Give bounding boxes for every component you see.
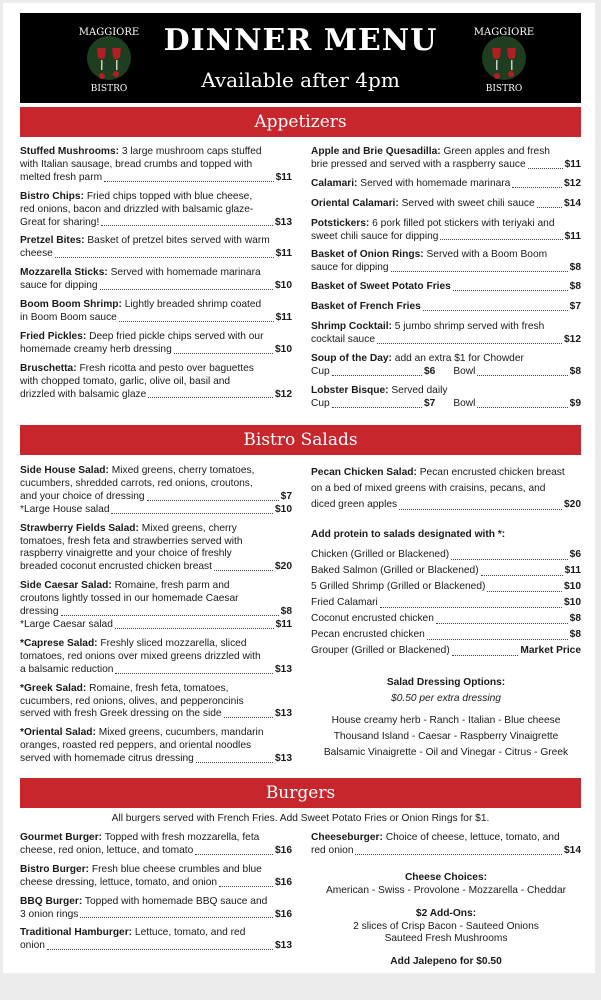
burgers-left-column	[20, 832, 292, 959]
cheese-list: American - Swiss - Provolone - Mozzarella - Cheddar	[325, 884, 567, 896]
menu-header	[20, 13, 581, 103]
dressing-line: Balsamic Vinaigrette - Oil and Vinegar - Citrus - Greek	[323, 747, 569, 758]
menu-page	[3, 3, 595, 973]
salads-left-column	[20, 465, 292, 772]
menu-item: Bruschetta: Fresh ricotta and pesto over baguettes with chopped tomato, garlic, olive oil, basil and drizzled with balsamic glaze $12	[20, 362, 292, 400]
menu-item: Mozzarella Sticks: Served with homemade marinara sauce for dipping $10	[20, 267, 292, 292]
svg-text:MAGGIORE: MAGGIORE	[78, 27, 140, 38]
menu-item: Bistro Burger: Fresh blue cheese crumbles and blue cheese dressing, lettuce, tomato, and onion $16	[20, 863, 292, 888]
salads-right-column	[311, 465, 581, 761]
item-price: $12	[564, 333, 581, 345]
item-price: $10	[275, 280, 292, 292]
menu-item: Stuffed Mushrooms: 3 large mushroom caps stuffed with Italian sausage, bread crumbs and topped with melted fresh parm $11	[20, 146, 292, 183]
burgers-note: All burgers served with French Fries. Add Sweet Potato Fries or Onion Rings for $1.	[111, 813, 490, 824]
dressing-note: $0.50 per extra dressing	[391, 693, 501, 704]
item-price: $11	[275, 171, 292, 183]
appetizers-right-column	[311, 146, 581, 417]
protein-option: Baked Salmon (Grilled or Blackened) $11	[311, 565, 581, 576]
appetizers-left-column	[20, 146, 292, 407]
burgers-heading: Burgers	[20, 778, 581, 808]
item-price: $12	[275, 388, 292, 400]
addon-line: 2 slices of Crisp Bacon - Sauteed Onions	[353, 920, 539, 932]
menu-item: Boom Boom Shrimp: Lightly breaded shrimp coated in Boom Boom sauce $11	[20, 299, 292, 323]
protein-heading: Add protein to salads designated with *:	[311, 529, 506, 540]
menu-item: Oriental Calamari: Served with sweet chili sauce $14	[311, 197, 581, 209]
protein-option: Grouper (Grilled or Blackened) Market Price	[311, 645, 581, 656]
menu-item: Fried Pickles: Deep fried pickle chips served with our homemade creamy herb dressing $10	[20, 330, 292, 355]
dressing-line: House creamy herb - Ranch - Italian - Blue cheese	[331, 715, 561, 726]
protein-option: Coconut encrusted chicken $8	[311, 613, 581, 624]
svg-text:BISTRO: BISTRO	[90, 84, 128, 94]
protein-option: Pecan encrusted chicken $8	[311, 629, 581, 640]
menu-item: Pecan Chicken Salad: Pecan encrusted chicken breast on a bed of mixed greens with craisins, pecans, and diced green apples $20	[311, 467, 581, 510]
svg-text:BISTRO: BISTRO	[485, 84, 523, 94]
salads-heading: Bistro Salads	[20, 425, 581, 455]
menu-item: Side Caesar Salad: Romaine, fresh parm and croutons lightly tossed in our homemade Caesar dressing $8 *Large Caesar salad $11	[20, 580, 292, 630]
menu-item: Calamari: Served with homemade marinara $12	[311, 177, 581, 189]
menu-item: Cheeseburger: Choice of cheese, lettuce, tomato, and red onion $14	[311, 832, 581, 856]
protein-option: 5 Grilled Shrimp (Grilled or Blackened) $10	[311, 581, 581, 592]
item-price: $13	[275, 216, 292, 228]
menu-item: Basket of Sweet Potato Fries $8	[311, 281, 581, 293]
dressing-heading: Salad Dressing Options:	[386, 677, 506, 688]
lobster-bisque: Lobster Bisque: Served daily Cup $7 Bowl $9	[311, 384, 582, 409]
addon-line: Sauteed Fresh Mushrooms	[384, 933, 508, 945]
menu-item: BBQ Burger: Topped with homemade BBQ sauce and 3 onion rings $16	[20, 895, 292, 920]
burgers-right-column	[311, 832, 581, 969]
item-price: $14	[564, 197, 581, 209]
protein-option: Fried Calamari $10	[311, 597, 581, 608]
menu-item: Basket of French Fries $7	[311, 301, 581, 313]
appetizers-heading: Appetizers	[20, 107, 581, 137]
menu-item: Traditional Hamburger: Lettuce, tomato, and red onion $13	[20, 927, 292, 952]
item-price: $12	[564, 177, 581, 189]
menu-item: *Oriental Salad: Mixed greens, cucumbers, mandarin oranges, roasted red peppers, and oriental noodles served with homemade citrus dressing $13	[20, 727, 292, 765]
item-price: $8	[569, 262, 581, 274]
menu-item: Shrimp Cocktail: 5 jumbo shrimp served with fresh cocktail sauce $12	[311, 321, 581, 345]
menu-item: Basket of Onion Rings: Served with a Boom Boom sauce for dipping $8	[311, 249, 581, 274]
item-price: $10	[275, 343, 292, 355]
menu-item: *Greek Salad: Romaine, fresh feta, tomatoes, cucumbers, red onions, olives, and pepperoncinis served with fresh Greek dressing on the side $13	[20, 682, 292, 720]
dressing-line: Thousand Island - Caesar - Raspberry Vinaigrette	[333, 731, 559, 742]
menu-item: *Caprese Salad: Freshly sliced mozzarella, sliced tomatoes, red onions over mixed greens drizzled with a balsamic reduction $13	[20, 637, 292, 675]
item-price: $11	[275, 248, 292, 260]
item-price: $11	[275, 311, 292, 323]
menu-subtitle: Available after 4pm	[201, 68, 400, 92]
menu-item: Pretzel Bites: Basket of pretzel bites served with warm cheese $11	[20, 235, 292, 260]
menu-item: Gourmet Burger: Topped with fresh mozzarella, feta cheese, red onion, lettuce, and tomato $16	[20, 832, 292, 856]
menu-item: Side House Salad: Mixed greens, cherry tomatoes, cucumbers, shredded carrots, red onions, croutons, and your choice of dressing $7 *Large House salad $10	[20, 465, 292, 515]
addon-heading: $2 Add-Ons:	[415, 907, 477, 919]
menu-item: Apple and Brie Quesadilla: Green apples and fresh brie pressed and served with a raspberry sauce $11	[311, 146, 581, 170]
menu-item: Bistro Chips: Fried chips topped with blue cheese, red onions, bacon and drizzled with balsamic glaze- Great for sharing! $13	[20, 190, 292, 228]
menu-title: DINNER MENU	[163, 23, 438, 58]
protein-option: Chicken (Grilled or Blackened) $6	[311, 549, 581, 560]
item-price: $11	[564, 158, 581, 170]
item-price: $7	[569, 301, 581, 313]
item-price: $11	[564, 230, 581, 242]
cheese-heading: Cheese Choices:	[404, 871, 488, 883]
menu-item: Strawberry Fields Salad: Mixed greens, cherry tomatoes, fresh feta and strawberries served with raspberry vinaigrette and your choice of freshly breaded coconut encrusted chicken breast $20	[20, 522, 292, 573]
menu-item: Potstickers: 6 pork filled pot stickers with teriyaki and sweet chili sauce for dipping $11	[311, 217, 581, 242]
jalepeno-addon: Add Jalepeno for $0.50	[390, 956, 502, 968]
item-price: $8	[569, 281, 581, 293]
svg-text:MAGGIORE: MAGGIORE	[473, 27, 535, 38]
soup-of-the-day: Soup of the Day: add an extra $1 for Chowder Cup $6 Bowl $8	[311, 352, 582, 377]
